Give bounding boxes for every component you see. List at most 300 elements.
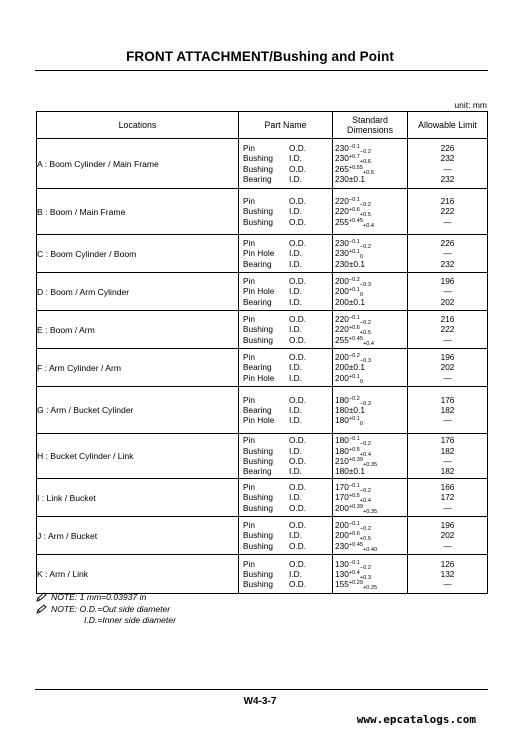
part-name: Bearing: [243, 173, 272, 184]
limit-value: 196: [440, 276, 455, 287]
part-name: Bearing: [243, 296, 272, 307]
dimension-base: 230: [335, 238, 349, 249]
page-title: FRONT ATTACHMENT/Bushing and Point: [126, 49, 394, 64]
part-name: Bushing: [243, 216, 273, 227]
part-line: [243, 482, 332, 492]
tolerance-lower: +0.25: [363, 585, 378, 592]
tolerance-lower: +0.5: [363, 169, 375, 176]
diameter-type: I.D.: [289, 362, 302, 373]
dimension-base: 180: [335, 445, 349, 456]
location-cell: I : Link / Bucket: [37, 479, 239, 517]
diameter-type: O.D.: [289, 502, 307, 513]
limit-cell: [408, 139, 488, 189]
tolerance-lower: +0.5: [359, 330, 371, 337]
diameter-type: I.D.: [289, 206, 302, 217]
dimension-base: 200: [335, 530, 349, 541]
diameter-type: O.D.: [289, 456, 307, 466]
tolerance-upper: −0.1: [348, 559, 360, 566]
dimension-value: [333, 297, 407, 307]
part-line: [243, 520, 332, 530]
dimension-base: 180: [335, 415, 349, 426]
table-row: [37, 387, 488, 434]
diameter-type: O.D.: [289, 196, 307, 207]
limit-cell: [408, 387, 488, 434]
part-line: [243, 492, 332, 502]
dimension-value: [333, 143, 407, 153]
limit-cell: [408, 479, 488, 517]
dimension-cell: [333, 387, 408, 434]
part-name: Bushing: [243, 324, 273, 335]
dimension-value: [333, 395, 407, 405]
limit-value: —: [443, 286, 452, 297]
note-inside-diameter: [36, 615, 176, 627]
limit-value: 202: [440, 530, 455, 541]
dimension-value: [333, 466, 407, 476]
part-line: [243, 217, 332, 227]
dimension-base: 230±0.1: [335, 173, 365, 184]
tolerance-upper: −0.1: [348, 521, 360, 528]
tolerance-lower: +0.5: [359, 536, 371, 543]
dimension-value: [333, 569, 407, 579]
limit-value: 216: [440, 314, 455, 325]
limit-value: —: [443, 334, 452, 345]
tolerance-lower: −0.2: [359, 148, 371, 155]
limit-value: 172: [440, 492, 455, 503]
tolerance-upper: +0.45: [348, 541, 363, 548]
tolerance-lower: −0.2: [359, 244, 371, 251]
table-row: [37, 189, 488, 235]
dimension-base: 130: [335, 568, 349, 579]
dimension-cell: [333, 311, 408, 349]
tolerance-lower: −0.2: [359, 488, 371, 495]
part-line: [243, 286, 332, 296]
notes-block: [36, 592, 176, 627]
header-locations: Locations: [37, 112, 239, 139]
tolerance-lower: −0.3: [359, 358, 371, 365]
dimension-base: 230±0.1: [335, 258, 365, 269]
part-name: Pin: [243, 196, 255, 207]
tolerance-upper: +0.6: [348, 325, 360, 332]
part-name-cell: [239, 479, 333, 517]
limit-cell: [408, 273, 488, 311]
tolerance-upper: +0.5: [348, 446, 360, 453]
tolerance-lower: −0.2: [359, 202, 371, 209]
part-name: Bushing: [243, 530, 273, 541]
dimension-value: [333, 446, 407, 456]
tolerance-upper: +0.55: [348, 164, 363, 171]
dimension-cell: [333, 273, 408, 311]
part-name: Pin: [243, 352, 255, 363]
part-name-cell: [239, 235, 333, 273]
diameter-type: I.D.: [289, 296, 302, 307]
table-row: [37, 311, 488, 349]
part-line: [243, 259, 332, 269]
part-name: Bushing: [243, 445, 273, 456]
tolerance-upper: +0.4: [348, 569, 360, 576]
diameter-type: I.D.: [289, 466, 302, 477]
part-line: [243, 196, 332, 206]
diameter-type: O.D.: [289, 520, 307, 531]
tolerance-upper: +0.39: [348, 457, 363, 463]
limit-value: —: [443, 456, 452, 466]
diameter-type: I.D.: [289, 258, 302, 269]
tolerance-lower: 0: [359, 421, 364, 428]
dimension-base: 230: [335, 153, 349, 164]
tolerance-lower: +0.4: [363, 340, 375, 347]
dimension-value: [333, 520, 407, 533]
location-cell: H : Bucket Cylinder / Link: [37, 434, 239, 479]
part-name-cell: [239, 555, 333, 594]
tolerance-upper: −0.2: [348, 277, 360, 284]
diameter-type: I.D.: [289, 324, 302, 335]
part-line: [243, 395, 332, 405]
tolerance-upper: −0.1: [348, 483, 360, 490]
part-line: [243, 297, 332, 307]
dimension-base: 180: [335, 435, 349, 446]
limit-value: 232: [440, 173, 455, 184]
dimension-value: [333, 541, 407, 551]
tolerance-lower: +0.4: [359, 498, 371, 505]
tolerance-upper: +0.7: [348, 154, 360, 161]
diameter-type: I.D.: [289, 173, 302, 184]
dimension-base: 200: [335, 372, 349, 383]
tolerance-lower: −0.3: [359, 400, 371, 407]
dimension-base: 255: [335, 334, 349, 345]
diameter-type: O.D.: [289, 314, 307, 325]
unit-label: unit: mm: [454, 100, 487, 110]
dimension-base: 180: [335, 394, 349, 405]
dimension-cell: [333, 235, 408, 273]
part-line: [243, 335, 332, 345]
diameter-type: O.D.: [289, 163, 307, 174]
diameter-type: O.D.: [289, 435, 307, 446]
limit-value: —: [443, 163, 452, 174]
tolerance-upper: −0.1: [348, 239, 360, 246]
tolerance-lower: +0.4: [363, 222, 375, 229]
limit-value: 232: [440, 258, 455, 269]
dimension-base: 200: [335, 352, 349, 363]
dimension-cell: [333, 139, 408, 189]
part-name-cell: [239, 517, 333, 555]
note-row: [36, 592, 176, 604]
part-line: [243, 206, 332, 216]
diameter-type: O.D.: [289, 482, 307, 493]
tolerance-lower: −0.2: [359, 564, 371, 571]
limit-value: —: [443, 502, 452, 513]
diameter-type: I.D.: [289, 248, 302, 259]
part-name: Bushing: [243, 579, 273, 590]
dimension-value: [333, 362, 407, 372]
tolerance-lower: +0.40: [363, 546, 378, 553]
part-name-cell: [239, 189, 333, 235]
pencil-note-icon: [36, 604, 48, 614]
tolerance-lower: 0: [359, 254, 364, 261]
diameter-type: I.D.: [289, 286, 302, 297]
tolerance-upper: −0.2: [348, 395, 360, 402]
limit-value: 166: [440, 482, 455, 493]
page-number: W4-3-7: [243, 696, 277, 707]
limit-value: 182: [440, 466, 455, 477]
limit-cell: [408, 189, 488, 235]
dimension-value: [333, 259, 407, 269]
limit-value: 196: [440, 520, 455, 531]
location-cell: D : Boom / Arm Cylinder: [37, 273, 239, 311]
dimension-base: 130: [335, 558, 349, 569]
tolerance-lower: +0.5: [359, 212, 371, 219]
part-line: [243, 530, 332, 540]
part-name: Pin Hole: [243, 372, 275, 383]
part-name: Pin Hole: [243, 286, 275, 297]
part-name: Pin: [243, 435, 255, 446]
note-row: [36, 604, 176, 616]
location-cell: B : Boom / Main Frame: [37, 189, 239, 235]
part-line: [243, 456, 332, 466]
part-name: Bushing: [243, 568, 273, 579]
dimension-value: [333, 579, 407, 592]
tolerance-lower: −0.3: [359, 282, 371, 289]
limit-value: 202: [440, 296, 455, 307]
dimension-value: [333, 503, 407, 513]
footer-rule: [35, 689, 488, 690]
part-line: [243, 435, 332, 445]
part-line: [243, 174, 332, 184]
location-cell: A : Boom Cylinder / Main Frame: [37, 139, 239, 189]
header-standard-line: Dimensions: [347, 125, 393, 135]
tolerance-upper: +0.45: [348, 335, 363, 342]
part-name: Pin Hole: [243, 248, 275, 259]
limit-value: 226: [440, 238, 455, 249]
part-line: [243, 559, 332, 569]
limit-cell: [408, 434, 488, 479]
part-name: Bushing: [243, 334, 273, 345]
dimension-value: [333, 435, 407, 448]
part-name: Pin: [243, 482, 255, 493]
part-line: [243, 415, 332, 425]
diameter-type: I.D.: [289, 372, 302, 383]
tolerance-lower: −0.2: [359, 526, 371, 533]
tolerance-lower: 0: [359, 378, 364, 385]
limit-cell: [408, 555, 488, 594]
tolerance-upper: −0.1: [348, 315, 360, 322]
location-cell: G : Arm / Bucket Cylinder: [37, 387, 239, 434]
dimension-base: 220: [335, 196, 349, 207]
diameter-type: I.D.: [289, 445, 302, 456]
note-inside-diameter-text: I.D.=Inner side diameter: [84, 615, 176, 625]
part-name: Bushing: [243, 502, 273, 513]
dimension-base: 200: [335, 520, 349, 531]
header-allowable-limit: Allowable Limit: [408, 112, 488, 139]
dimension-value: [333, 415, 407, 428]
part-line: [243, 143, 332, 153]
dimension-value: [333, 482, 407, 495]
note-unit-conversion: NOTE: 1 mm=0.03937 in: [51, 592, 147, 602]
tolerance-lower: −0.2: [359, 320, 371, 327]
dimension-base: 180±0.1: [335, 404, 365, 415]
part-name: Pin: [243, 276, 255, 287]
dimension-base: 200: [335, 286, 349, 297]
table-row: [37, 555, 488, 594]
note-outside-diameter: NOTE: O.D.=Out side diameter: [51, 603, 171, 614]
part-name: Bushing: [243, 456, 273, 466]
part-name: Pin: [243, 142, 255, 153]
dimension-value: [333, 217, 407, 227]
limit-value: 132: [440, 568, 455, 579]
dimension-value: [333, 559, 407, 569]
dimension-base: 180±0.1: [335, 466, 365, 477]
diameter-type: O.D.: [289, 579, 307, 590]
part-line: [243, 276, 332, 286]
tolerance-lower: +0.35: [363, 508, 378, 515]
part-name: Pin: [243, 394, 255, 405]
dimension-base: 220: [335, 314, 349, 325]
limit-value: —: [443, 372, 452, 383]
part-name-cell: [239, 349, 333, 387]
dimension-value: [333, 196, 407, 209]
tolerance-lower: +0.35: [363, 462, 378, 468]
limit-value: 196: [440, 352, 455, 363]
dimension-base: 200±0.1: [335, 296, 365, 307]
dimension-cell: [333, 349, 408, 387]
part-line: [243, 238, 332, 248]
part-name: Bushing: [243, 206, 273, 217]
dimension-value: [333, 206, 407, 219]
limit-cell: [408, 311, 488, 349]
diameter-type: O.D.: [289, 238, 307, 249]
limit-value: —: [443, 216, 452, 227]
dimension-base: 200: [335, 276, 349, 287]
tolerance-lower: +0.3: [359, 574, 371, 581]
diameter-type: I.D.: [289, 530, 302, 541]
tolerance-upper: +0.1: [348, 416, 360, 423]
dimension-base: 155: [335, 579, 349, 590]
header-part-name: Part Name: [239, 112, 333, 139]
limit-value: 182: [440, 445, 455, 456]
tolerance-upper: +0.6: [348, 207, 360, 214]
dimension-cell: [333, 555, 408, 594]
tolerance-upper: −0.1: [348, 436, 360, 443]
dimension-value: [333, 335, 407, 345]
diameter-type: O.D.: [289, 558, 307, 569]
tolerance-upper: −0.1: [348, 143, 360, 150]
part-line: [243, 569, 332, 579]
tolerance-upper: −0.2: [348, 353, 360, 360]
diameter-type: O.D.: [289, 334, 307, 345]
dimension-value: [333, 248, 407, 261]
location-cell: C : Boom Cylinder / Boom: [37, 235, 239, 273]
location-cell: E : Boom / Arm: [37, 311, 239, 349]
part-line: [243, 314, 332, 324]
part-name-cell: [239, 311, 333, 349]
diameter-type: O.D.: [289, 352, 307, 363]
limit-value: 126: [440, 558, 455, 569]
table-row: [37, 479, 488, 517]
dimension-value: [333, 238, 407, 251]
dimension-value: [333, 530, 407, 543]
tolerance-upper: +0.45: [348, 217, 363, 224]
part-line: [243, 153, 332, 163]
tolerance-lower: 0: [359, 292, 364, 299]
dimension-value: [333, 153, 407, 166]
dimension-value: [333, 324, 407, 337]
limit-value: 222: [440, 324, 455, 335]
limit-value: 216: [440, 196, 455, 207]
part-name: Bearing: [243, 258, 272, 269]
part-line: [243, 541, 332, 551]
part-name: Bushing: [243, 492, 273, 503]
part-line: [243, 373, 332, 383]
limit-cell: [408, 235, 488, 273]
diameter-type: I.D.: [289, 404, 302, 415]
part-name: Pin: [243, 314, 255, 325]
part-line: [243, 579, 332, 589]
dimension-cell: [333, 517, 408, 555]
diameter-type: I.D.: [289, 153, 302, 164]
dimension-value: [333, 164, 407, 174]
table-row: [37, 517, 488, 555]
limit-value: —: [443, 415, 452, 426]
dimension-base: 170: [335, 482, 349, 493]
table-row: [37, 273, 488, 311]
limit-cell: [408, 349, 488, 387]
part-name: Pin: [243, 520, 255, 531]
limit-value: 202: [440, 362, 455, 373]
tolerance-lower: +0.4: [359, 451, 371, 458]
tolerance-lower: +0.6: [359, 159, 371, 166]
diameter-type: O.D.: [289, 142, 307, 153]
dimension-value: [333, 286, 407, 299]
location-cell: F : Arm Cylinder / Arm: [37, 349, 239, 387]
dimension-base: 220: [335, 206, 349, 217]
limit-value: 176: [440, 394, 455, 405]
dimension-base: 200: [335, 502, 349, 513]
header-standard-line: Standard: [352, 115, 388, 125]
table-row: [37, 139, 488, 189]
diameter-type: O.D.: [289, 540, 307, 551]
part-line: [243, 446, 332, 456]
dimension-value: [333, 492, 407, 505]
table-row: [37, 434, 488, 479]
part-name: Bushing: [243, 540, 273, 551]
part-name: Bearing: [243, 404, 272, 415]
part-name: Bearing: [243, 466, 272, 477]
dimension-cell: [333, 479, 408, 517]
part-line: [243, 248, 332, 258]
dimension-base: 200±0.1: [335, 362, 365, 373]
part-name: Bushing: [243, 153, 273, 164]
dimension-base: 220: [335, 324, 349, 335]
limit-value: 222: [440, 206, 455, 217]
dimension-base: 265: [335, 163, 349, 174]
limit-value: —: [443, 540, 452, 551]
table-row: [37, 349, 488, 387]
part-name: Pin Hole: [243, 415, 275, 426]
table-header-row: [37, 112, 488, 139]
title-underline: [35, 70, 488, 71]
location-cell: K : Arm / Link: [37, 555, 239, 594]
diameter-type: O.D.: [289, 276, 307, 287]
watermark-url: www.epcatalogs.com: [356, 713, 476, 726]
header-standard-dimensions: [333, 112, 408, 139]
table-row: [37, 235, 488, 273]
part-line: [243, 352, 332, 362]
limit-value: 232: [440, 153, 455, 164]
limit-cell: [408, 517, 488, 555]
tolerance-upper: +0.1: [348, 287, 360, 294]
tolerance-upper: −0.1: [348, 197, 360, 204]
dimension-value: [333, 373, 407, 383]
part-name: Bushing: [243, 163, 273, 174]
limit-value: —: [443, 579, 452, 590]
